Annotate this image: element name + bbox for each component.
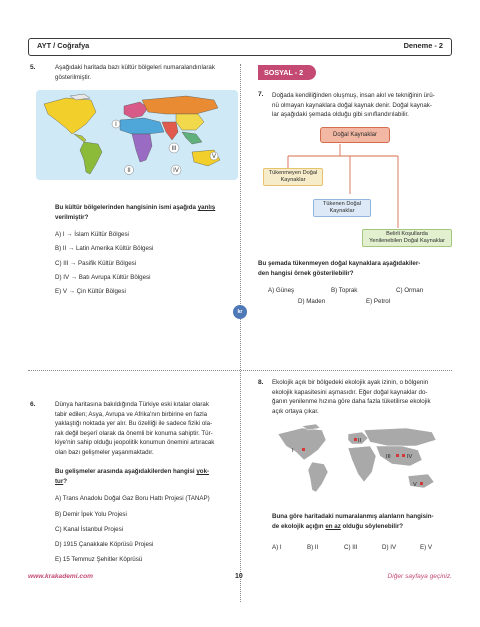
q7-option-a[interactable]: A) Güneş [268,287,295,294]
q7-node-inexhaustible [263,168,323,186]
q7-stem-line: Doğada kendiliğinden oluşmuş, insan akıl ve tekniğinin ürü- [272,92,435,99]
q8-world-map [272,424,448,502]
q6-number: 6. [30,401,36,408]
q5-label-iv: IV [173,168,179,174]
q5-number: 5. [30,64,36,71]
q8-question-text: olduğu söylenebilir? [340,522,404,530]
footer-next-page: Diğer sayfaya geçiniz. [387,573,452,580]
q6-option-c[interactable]: C) Kanal İstanbul Projesi [55,526,124,533]
q7-stem-line: nü olmayan kaynaklara doğal kaynak denir. Doğal kaynak- [272,101,432,109]
q6-option-b[interactable]: B) Demir İpek Yolu Projesi [55,511,127,518]
q8-marker-v [420,482,423,485]
q5-option-e[interactable]: E) V → Çin Kültür Bölgesi [55,288,126,295]
q6-stem-line: yaklaştığı noktada yer alır. Bu özelliği ile sadece fiziki ola- [55,420,213,428]
q8-question-line: Buna göre haritadaki numaralanmış alanların hangisin- [272,513,434,520]
page-header [28,38,452,56]
q8-marker-iii [396,454,399,457]
q7-node-line: Belirli Koşullarda [386,231,428,237]
q7-option-c[interactable]: C) Orman [396,287,424,294]
q8-stem-line: Ekolojik açık bir bölgedeki ekolojik ayak izinin, o bölgenin [272,379,429,386]
q7-option-b[interactable]: B) Toprak [331,287,358,294]
q5-label-iii: III [171,146,177,152]
q6-question-text: Bu gelişmeler arasında aşağıdakilerden hangisi [55,468,197,475]
q8-question-emphasis: en az [325,522,341,530]
q8-marker-ii [354,438,357,441]
q8-question [272,512,452,531]
q7-node-line: Yenilenebilen Doğal Kaynaklar [369,238,445,244]
q6-stem-line: Dünya haritasına bakıldığında Türkiye eski kıtalar olarak [55,401,209,408]
q7-number: 7. [258,91,264,98]
q8-label-v: V [413,482,417,488]
q6-stem-line: olan bazı gelişmeler yaşanmaktadır. [55,448,154,456]
q8-label-iv: IV [407,454,413,460]
q6-option-e[interactable]: E) 15 Temmuz Şehitler Köprüsü [55,556,143,563]
q5-option-a[interactable]: A) I → İslam Kültür Bölgesi [55,231,129,238]
q8-label-i: I [292,448,294,454]
q5-option-b[interactable]: B) II → Latin Amerika Kültür Bölgesi [55,245,154,252]
q8-stem-line: ekolojik kapasitesini aşmasıdır. Eğer doğal kaynaklar do- [272,388,428,396]
q6-question-emphasis: tur [55,477,64,485]
q6-option-a[interactable]: A) Trans Anadolu Doğal Gaz Boru Hattı Projesi (TANAP) [55,495,210,502]
q5-stem-line: gösterilmiştir. [55,73,92,81]
q7-stem-line: lar aşağıdaki şemada olduğu gibi sınıflandırılabilir. [272,111,409,119]
q8-option-b[interactable]: B) II [307,544,319,551]
q8-label-iii: III [386,454,391,460]
footer-website[interactable]: www.krakademi.com [28,573,93,580]
q5-question-text: Bu kültür bölgelerinden hangisinin ismi aşağıda [55,204,198,211]
q5-question-text: verilmiştir? [55,213,89,221]
q7-option-d[interactable]: D) Maden [298,298,326,305]
q7-node-line: Kaynaklar [280,177,306,183]
q6-stem-line: rak değil beşerî olarak da önemli bir konuma sahiptir. Tür- [55,429,213,437]
q6-stem [55,400,237,458]
q7-option-e[interactable]: E) Petrol [366,298,391,305]
q6-stem-line: tabir edilen; Asya, Avrupa ve Afrika'nın birbirine en fazla [55,410,208,418]
q6-option-d[interactable]: D) 1915 Çanakkale Köprüsü Projesi [55,541,154,548]
q5-label-ii: II [127,168,131,174]
publisher-badge: kr [233,305,247,319]
q7-question-line: Bu şemada tükenmeyen doğal kaynaklara aşağıdakiler- [258,260,421,267]
page-number: 10 [235,573,243,580]
q7-node-line: Tükenmeyen Doğal [268,170,318,176]
q5-label-v: V [211,154,217,160]
q5-option-c[interactable]: C) III → Pasifik Kültür Bölgesi [55,260,137,267]
q6-question-emphasis: yok- [196,468,210,475]
q7-question [258,259,452,278]
header-subject: AYT / Coğrafya [37,41,90,50]
q5-stem-line: Aşağıdaki haritada bazı kültür bölgeleri numaralandırılarak [55,64,215,71]
q7-node-renewable [362,229,452,247]
section-tag: SOSYAL - 2 [258,65,316,80]
q5-stem [55,63,235,82]
q6-question-text: ? [63,477,68,485]
q7-question-line: den hangisi örnek gösterilebilir? [258,269,354,277]
q8-stem-line: ğanın yenilenme hızına göre daha fazla tüketilirse ekolojik [272,398,431,406]
q8-option-c[interactable]: C) III [344,544,358,551]
q5-option-d[interactable]: D) IV → Batı Avrupa Kültür Bölgesi [55,274,151,281]
q6-stem-line: kiye'nin sahip olduğu jeopolitik konumun önemini artıracak [55,439,215,447]
q8-label-ii: II [358,438,362,444]
q5-question-emphasis: yanlış [197,204,216,211]
q8-stem [272,378,452,416]
q5-label-i: I [115,122,117,128]
q7-node-line: Tükenen Doğal [323,201,361,207]
q8-option-e[interactable]: E) V [420,544,433,551]
q8-marker-iv [402,454,405,457]
q8-marker-i [302,448,305,451]
header-exam: Deneme - 2 [403,41,443,50]
q8-option-a[interactable]: A) I [272,544,282,551]
column-divider [240,64,241,602]
q5-question [55,203,235,222]
q6-question [55,467,237,486]
q7-node-line: Kaynaklar [329,208,355,214]
row-divider [28,370,452,371]
q5-world-map [36,90,238,180]
q8-option-d[interactable]: D) IV [382,544,397,551]
q8-question-text: de ekolojik açığın [272,522,326,530]
q7-stem [272,91,452,120]
q7-node-exhaustible [313,199,371,217]
q8-number: 8. [258,379,264,386]
q8-stem-line: açık ortaya çıkar. [272,407,319,415]
q7-root-node: Doğal Kaynaklar [320,127,390,143]
